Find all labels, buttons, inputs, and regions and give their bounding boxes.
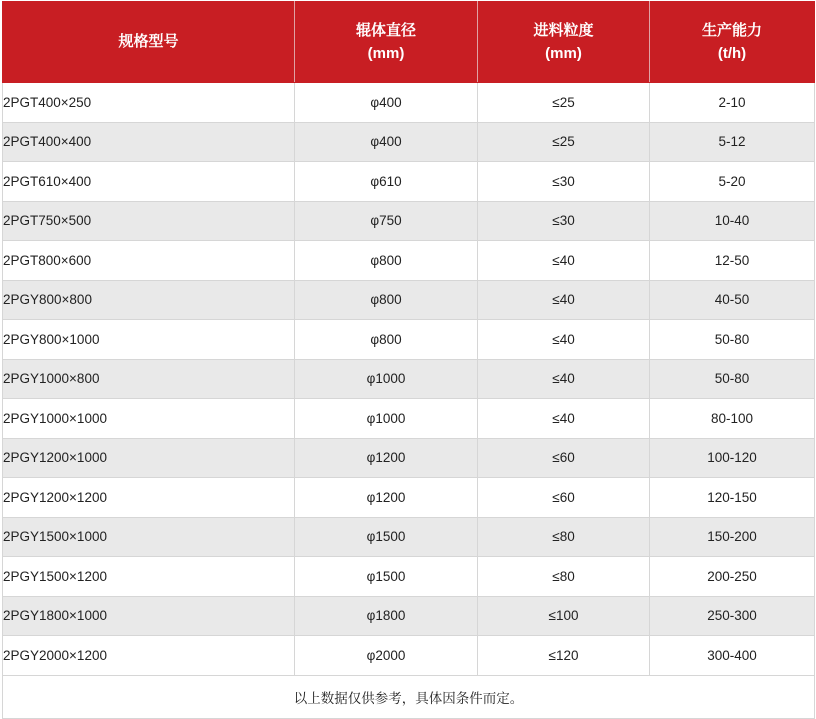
cell-model: 2PGY1200×1000 (3, 438, 295, 478)
table-row (3, 636, 815, 676)
cell-diameter: φ1200 (295, 478, 478, 518)
cell-model: 2PGY1500×1200 (3, 557, 295, 597)
table-row (3, 201, 815, 241)
table-body (3, 83, 815, 676)
cell-diameter: φ1000 (295, 399, 478, 439)
table-header-row (3, 2, 815, 83)
column-header-capacity (650, 2, 815, 83)
cell-capacity: 120-150 (650, 478, 815, 518)
cell-diameter: φ2000 (295, 636, 478, 676)
column-header-feed-size (478, 2, 650, 83)
column-header-roller-diameter (295, 2, 478, 83)
cell-model: 2PGT400×250 (3, 83, 295, 123)
cell-capacity: 300-400 (650, 636, 815, 676)
cell-capacity: 10-40 (650, 201, 815, 241)
column-header-roller-diameter-line1: 辊体直径 (355, 21, 416, 39)
cell-capacity: 2-10 (650, 83, 815, 123)
table-row (3, 478, 815, 518)
cell-diameter: φ800 (295, 320, 478, 360)
cell-model: 2PGY1500×1000 (3, 517, 295, 557)
table-row (3, 320, 815, 360)
cell-feed: ≤40 (478, 399, 650, 439)
table-row (3, 241, 815, 281)
cell-capacity: 100-120 (650, 438, 815, 478)
cell-feed: ≤60 (478, 478, 650, 518)
column-header-feed-size-line1: 进料粒度 (533, 21, 594, 39)
cell-model: 2PGT400×400 (3, 122, 295, 162)
cell-model: 2PGT750×500 (3, 201, 295, 241)
cell-diameter: φ750 (295, 201, 478, 241)
cell-model: 2PGY800×1000 (3, 320, 295, 360)
cell-feed: ≤30 (478, 201, 650, 241)
cell-feed: ≤40 (478, 320, 650, 360)
table-row (3, 280, 815, 320)
cell-diameter: φ800 (295, 241, 478, 281)
cell-model: 2PGY800×800 (3, 280, 295, 320)
table-row (3, 596, 815, 636)
column-header-model-line1: 规格型号 (118, 33, 179, 51)
table-row (3, 122, 815, 162)
cell-diameter: φ1800 (295, 596, 478, 636)
cell-feed: ≤80 (478, 517, 650, 557)
cell-diameter: φ1200 (295, 438, 478, 478)
cell-feed: ≤60 (478, 438, 650, 478)
cell-capacity: 250-300 (650, 596, 815, 636)
table-footnote-row (3, 675, 815, 718)
cell-model: 2PGY1800×1000 (3, 596, 295, 636)
cell-capacity: 40-50 (650, 280, 815, 320)
table-header (3, 2, 815, 83)
cell-capacity: 5-20 (650, 162, 815, 202)
table-row (3, 557, 815, 597)
table-row (3, 517, 815, 557)
cell-feed: ≤40 (478, 241, 650, 281)
table-row (3, 399, 815, 439)
cell-diameter: φ1500 (295, 517, 478, 557)
cell-feed: ≤40 (478, 359, 650, 399)
cell-capacity: 50-80 (650, 320, 815, 360)
cell-model: 2PGT800×600 (3, 241, 295, 281)
cell-diameter: φ400 (295, 83, 478, 123)
specification-table (2, 1, 815, 719)
cell-feed: ≤100 (478, 596, 650, 636)
column-header-roller-diameter-unit: (mm) (367, 45, 405, 62)
table-row (3, 162, 815, 202)
cell-capacity: 200-250 (650, 557, 815, 597)
cell-feed: ≤120 (478, 636, 650, 676)
cell-feed: ≤30 (478, 162, 650, 202)
cell-feed: ≤25 (478, 122, 650, 162)
cell-capacity: 5-12 (650, 122, 815, 162)
column-header-model (3, 2, 295, 83)
cell-feed: ≤40 (478, 280, 650, 320)
cell-feed: ≤80 (478, 557, 650, 597)
cell-capacity: 50-80 (650, 359, 815, 399)
cell-model: 2PGY1000×1000 (3, 399, 295, 439)
cell-model: 2PGY1200×1200 (3, 478, 295, 518)
column-header-feed-size-unit: (mm) (545, 45, 582, 62)
table-row (3, 438, 815, 478)
cell-model: 2PGY1000×800 (3, 359, 295, 399)
cell-diameter: φ1000 (295, 359, 478, 399)
cell-feed: ≤25 (478, 83, 650, 123)
table-row (3, 83, 815, 123)
column-header-capacity-line1: 生产能力 (701, 21, 762, 39)
cell-capacity: 150-200 (650, 517, 815, 557)
cell-capacity: 12-50 (650, 241, 815, 281)
cell-model: 2PGT610×400 (3, 162, 295, 202)
cell-diameter: φ800 (295, 280, 478, 320)
table-row (3, 359, 815, 399)
cell-diameter: φ1500 (295, 557, 478, 597)
table-footer (3, 675, 815, 718)
table-footnote: 以上数据仅供参考，具体因条件而定。 (3, 675, 815, 718)
cell-model: 2PGY2000×1200 (3, 636, 295, 676)
column-header-capacity-unit: (t/h) (717, 45, 747, 62)
cell-diameter: φ400 (295, 122, 478, 162)
cell-capacity: 80-100 (650, 399, 815, 439)
cell-diameter: φ610 (295, 162, 478, 202)
